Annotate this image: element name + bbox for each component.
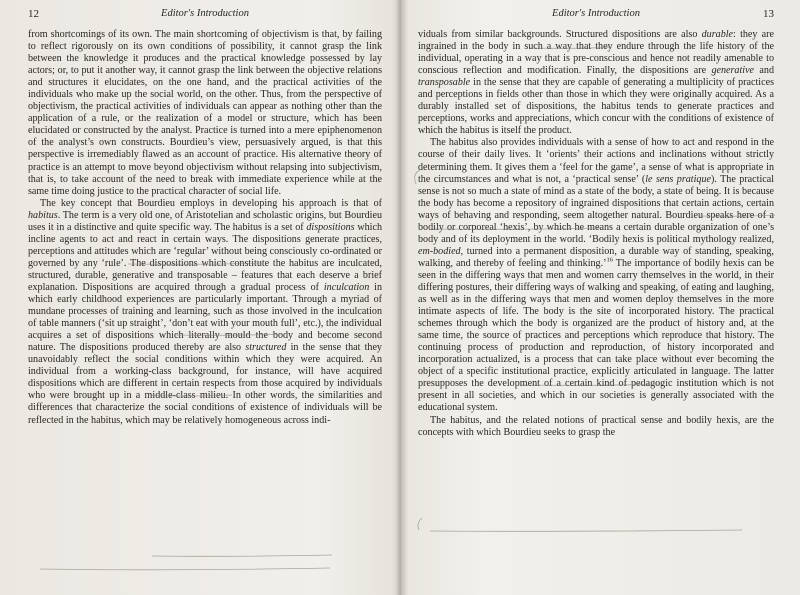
text-run: in the sense that they unavoidably reflect the social conditions within which they were acquired. An individual from a working-class background, for instance, will have acquired dispositions which are different in certain respects from those acquired by individuals who were brought up in a middle-class milieu. In other words, the similarities and differences that characterize the social conditions of existence of individuals will be reflected in the habitus, which may be relatively homogeneous across indi- — [28, 342, 382, 426]
right-page-body — [418, 29, 774, 439]
text-run: from shortcomings of its own. The main shortcoming of objectivism is that, by failing to reflect rigorously on its own conditions of possibility, it cannot grasp the link between the knowledge it produces and the practical knowledge possessed by lay actors; or, to put it another way, it cannot grasp the link between the objective relations and structures it elucidates, on the one hand, and the practical activities of the individuals who make up the social world, on the other. Thus, from the perspective of objectivism, the practical activities of individuals can appear as nothing other than the application of a rule, or the realization of a model or structure, which has been elucidated or constructed by the analyst. Practice is turned into a mere epiphenomenon of the analyst’s own constructs. Bourdieu’s view, persuasively argued, is that this perspective is irremediably flawed as an account of practice. His alternative theory of practice is an attempt to move beyond objectivism without relapsing into subjectivism, that is, to take account of the need to break with immediate experience while at the same time doing justice to the practical character of social life. — [28, 29, 382, 197]
text-run: ). The practical sense is not so much a state of mind as a state of the body, a state of being. It is because the body has become a repository of ingrained dispositions that certain actions, certain ways of behaving and responding, seem altogether natural. Bourdieu speaks here of a bodily or corporeal ‘hexis’, by which he means a certain durable organization of one’s body and of its deployment in the world. ‘Bodily hexis is political mythology realized, — [418, 173, 775, 245]
left-page — [28, 0, 382, 595]
text-run: in the sense that they are capable of generating a multiplicity of practices and perceptions in fields other than those in which they were originally acquired. As a durably installed set of dispositions, the habitus tends to generate practices and perceptions, works and appreciations, which concur with the conditions of existence of which the habitus is itself the product. — [418, 77, 774, 137]
text-run: which incline agents to act and react in certain ways. The dispositions generate practices, perceptions and attitudes which are ‘regular’ without being consciously co-ordinated or governed by any ‘rule’. The dispositions which constitute the habitus are inculcated, structured, durable, generative and transposable – features that each deserve a brief explanation. Dispositions are acquired through a gradual process of — [28, 221, 382, 293]
text-run: , turned into a permanent disposition, a durable way of standing, speaking, walking, and thereby of feeling and thinking.’ — [418, 245, 774, 269]
paragraph — [418, 29, 774, 137]
italic-term: habitus — [28, 209, 58, 221]
paragraph — [418, 137, 774, 414]
right-page — [418, 0, 774, 595]
text-run: The key concept that Bourdieu employs in developing his approach is that of — [40, 197, 382, 209]
left-running-title: Editor's Introduction — [161, 8, 249, 19]
italic-term: durable — [701, 29, 734, 40]
text-run: The importance of bodily hexis can be seen in the differing ways that men and women carry themselves in the world, in their differing postures, their differing ways of walking and speaking, of eating and laughing, as well as in the differing ways that men and women deploy themselves in the more intimate aspects of life. The body is the site of incorporated history. The practical schemes through which the body is organized are the product of history and, at the same time, the source of practices and perceptions which reproduce that history. The continuing process of production and reproduction, of history incorporated and incorporation actualized, is a process that can take place without ever becoming the object of a specific institutional practice, explicitly articulated in language. The latter presupposes the development of a certain kind of pedagogic institution which is not present in all societies, and which in our societies is generally associated with the educational system. — [418, 257, 775, 414]
italic-term: em-bodied — [418, 245, 461, 257]
right-running-title: Editor's Introduction — [552, 8, 640, 19]
paragraph — [28, 198, 382, 427]
italic-term: inculcation — [323, 281, 370, 293]
footnote-ref: 16 — [606, 256, 613, 264]
text-run: : they are ingrained in the body in such a way that they endure through the life history of the individual, operating in a way that is pre-conscious and hence not readily amenable to conscious reflection and modification. Finally, the dispositions are — [418, 29, 774, 77]
paragraph — [28, 29, 382, 198]
italic-term: generative — [711, 65, 755, 77]
left-running-head — [28, 8, 382, 22]
text-run: viduals from similar backgrounds. Structured dispositions are also — [418, 29, 702, 40]
text-run: in which early childhood experiences are particularly important. Through a myriad of mundane processes of training and learning, such as those involved in the inculcation of table manners (‘sit up straight’, ‘don’t eat with your mouth full’, etc.), the individual acquires a set of dispositions which literally mould the body and become second nature. The dispositions produced thereby are also — [28, 281, 383, 354]
text-run: The habitus also provides individuals with a sense of how to act and respond in the course of their daily lives. It ‘orients’ their actions and inclinations without strictly determining them. It gives them a ‘feel for the game’, a sense of what is appropriate in the circumstances and what is not, a ‘practical sense’ ( — [418, 137, 774, 185]
paragraph — [418, 415, 774, 439]
italic-term: transposable — [418, 77, 471, 89]
left-page-body — [28, 29, 382, 427]
text-run: The habitus, and the related notions of practical sense and bodily hexis, are the concepts with which Bourdieu seeks to grasp the — [418, 414, 774, 438]
text-run: . The term is a very old one, of Aristotelian and scholastic origins, but Bourdieu uses it in a distinctive and quite specific way. The habitus is a set of — [28, 209, 382, 233]
text-run: and — [754, 65, 774, 77]
italic-term: structured — [245, 342, 287, 354]
left-page-number: 12 — [28, 8, 39, 20]
right-page-number: 13 — [763, 8, 774, 20]
book-gutter — [392, 0, 408, 595]
right-running-head — [418, 8, 774, 22]
italic-term: dispositions — [306, 221, 355, 233]
italic-term: le sens pratique — [645, 173, 711, 185]
